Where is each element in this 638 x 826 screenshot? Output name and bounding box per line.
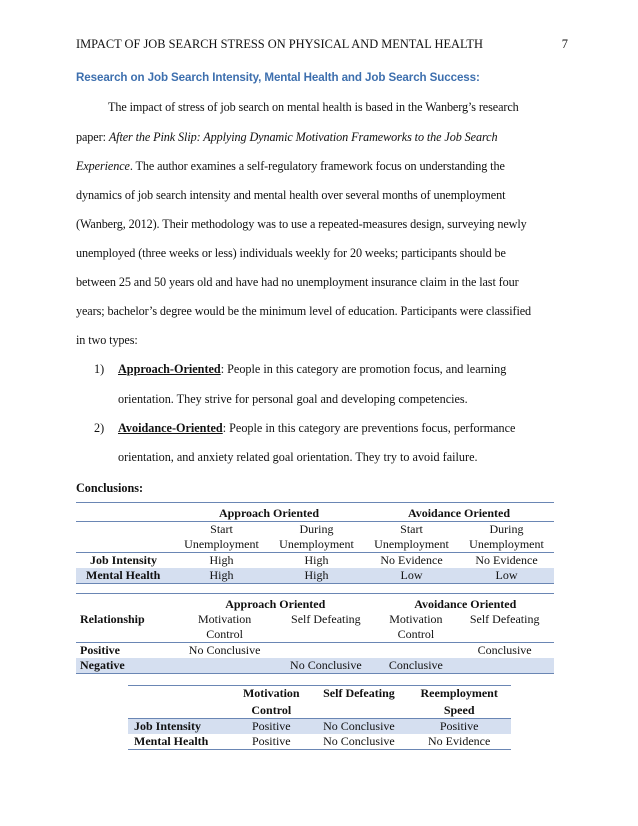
table-column-header: Control bbox=[377, 627, 456, 643]
table-group-header: Avoidance Oriented bbox=[364, 503, 554, 522]
table-column-header: During bbox=[489, 522, 524, 536]
table-reemployment bbox=[128, 685, 511, 750]
paragraph-line: unemployed (three weeks or less) individuals weekly for 20 weeks; participants should be bbox=[76, 246, 506, 260]
paragraph-line: years; bachelor’s degree would be the minimum level of education. Participants were classified bbox=[76, 304, 532, 318]
table-column-header: During bbox=[299, 522, 334, 536]
table-column-header: Motivation bbox=[242, 686, 300, 700]
table-cell: No Conclusive bbox=[323, 734, 395, 748]
paragraph-line: dynamics of job search intensity and mental health over several months of unemployment bbox=[76, 188, 506, 202]
header-title: IMPACT OF JOB SEARCH STRESS ON PHYSICAL AND MENTAL HEALTH bbox=[76, 37, 483, 51]
table-row bbox=[128, 719, 511, 735]
paragraph-line: between 25 and 50 years old and have had no unemployment insurance claim in the last four bbox=[76, 275, 519, 289]
table-row bbox=[128, 734, 511, 750]
table-group-header: Avoidance Oriented bbox=[414, 597, 517, 611]
table-cell: Low bbox=[459, 568, 554, 584]
page-number: 7 bbox=[561, 37, 568, 51]
table-group-header: Approach Oriented bbox=[225, 597, 326, 611]
table-row bbox=[76, 568, 554, 584]
table-cell: Positive bbox=[232, 719, 311, 735]
table-cell: No Conclusive bbox=[188, 643, 261, 657]
paragraph-line: The impact of stress of job search on mental health is based in the Wanberg’s research bbox=[108, 100, 519, 114]
table-column-header bbox=[311, 701, 408, 719]
conclusions-heading: Conclusions: bbox=[76, 481, 144, 495]
table-group-header: Approach Oriented bbox=[174, 503, 364, 522]
row-label: Positive bbox=[80, 643, 120, 657]
list-number: 2) bbox=[94, 421, 105, 435]
table-cell: No Evidence bbox=[428, 734, 491, 748]
list-number: 1) bbox=[94, 362, 105, 376]
section-title: Research on Job Search Intensity, Mental Health and Job Search Success: bbox=[76, 71, 480, 84]
paragraph-line: paper: After the Pink Slip: Applying Dynamic Motivation Frameworks to the Job Search bbox=[76, 130, 498, 144]
table-cell: No Evidence bbox=[475, 553, 538, 567]
table-cell: No Conclusive bbox=[311, 719, 408, 735]
table-column-header: Unemployment bbox=[459, 537, 554, 553]
paragraph-line: Experience. The author examines a self-regulatory framework focus on understanding the bbox=[76, 159, 505, 173]
table-cell: Positive bbox=[407, 719, 511, 735]
running-header bbox=[76, 37, 568, 52]
table-column-header: Unemployment bbox=[174, 537, 269, 553]
table-cell: Conclusive bbox=[477, 643, 532, 657]
table-column-header bbox=[455, 627, 554, 643]
table-cell bbox=[377, 643, 456, 659]
table-cell: High bbox=[304, 553, 329, 567]
table-row bbox=[76, 643, 554, 659]
paragraph-line: in two types: bbox=[76, 333, 138, 347]
table-column-header: Self Defeating bbox=[291, 612, 361, 626]
table-cell bbox=[455, 658, 554, 674]
paragraph-line: (Wanberg, 2012). Their methodology was to use a repeated-measures design, surveying newly bbox=[76, 217, 527, 231]
table-relationship bbox=[76, 593, 554, 674]
table-column-header: Unemployment bbox=[364, 537, 459, 553]
list-item: Avoidance-Oriented: People in this category are preventions focus, performance bbox=[118, 421, 516, 435]
list-item-continuation: orientation. They strive for personal goal and developing competencies. bbox=[118, 392, 468, 406]
table-column-header: Unemployment bbox=[269, 537, 364, 553]
table-cell: No Conclusive bbox=[275, 658, 376, 674]
row-label: Job Intensity bbox=[90, 553, 158, 567]
table-column-header bbox=[275, 627, 376, 643]
table-column-header: Start bbox=[210, 522, 233, 536]
table-column-header: Self Defeating bbox=[323, 686, 395, 700]
table-cell: High bbox=[174, 568, 269, 584]
table-cell: High bbox=[269, 568, 364, 584]
table-row bbox=[76, 658, 554, 674]
table-column-header: Speed bbox=[407, 701, 511, 719]
row-label: Job Intensity bbox=[128, 719, 232, 735]
table-column-header: Motivation bbox=[389, 612, 443, 626]
table-column-header: Motivation bbox=[197, 612, 252, 626]
table-column-header: Start bbox=[400, 522, 423, 536]
table-column-header: Self Defeating bbox=[469, 612, 540, 626]
row-header-relationship: Relationship bbox=[76, 612, 174, 643]
list-item: Approach-Oriented: People in this category are promotion focus, and learning bbox=[118, 362, 507, 376]
table-cell: Positive bbox=[251, 734, 291, 748]
row-label: Mental Health bbox=[76, 568, 174, 584]
table-cell: Conclusive bbox=[377, 658, 456, 674]
row-label: Mental Health bbox=[134, 734, 209, 748]
table-column-header: Reemployment bbox=[420, 686, 498, 700]
table-column-header: Control bbox=[232, 701, 311, 719]
list-item-continuation: orientation, and anxiety related goal orientation. They try to avoid failure. bbox=[118, 450, 478, 464]
table-cell: No Evidence bbox=[380, 553, 443, 567]
table-column-header: Control bbox=[174, 627, 275, 643]
table-cell: High bbox=[209, 553, 234, 567]
table-cell bbox=[174, 658, 275, 674]
table-cell bbox=[275, 643, 376, 659]
table-row bbox=[76, 553, 554, 569]
row-label: Negative bbox=[76, 658, 174, 674]
table-orientation-by-period bbox=[76, 502, 554, 584]
table-cell: Low bbox=[364, 568, 459, 584]
